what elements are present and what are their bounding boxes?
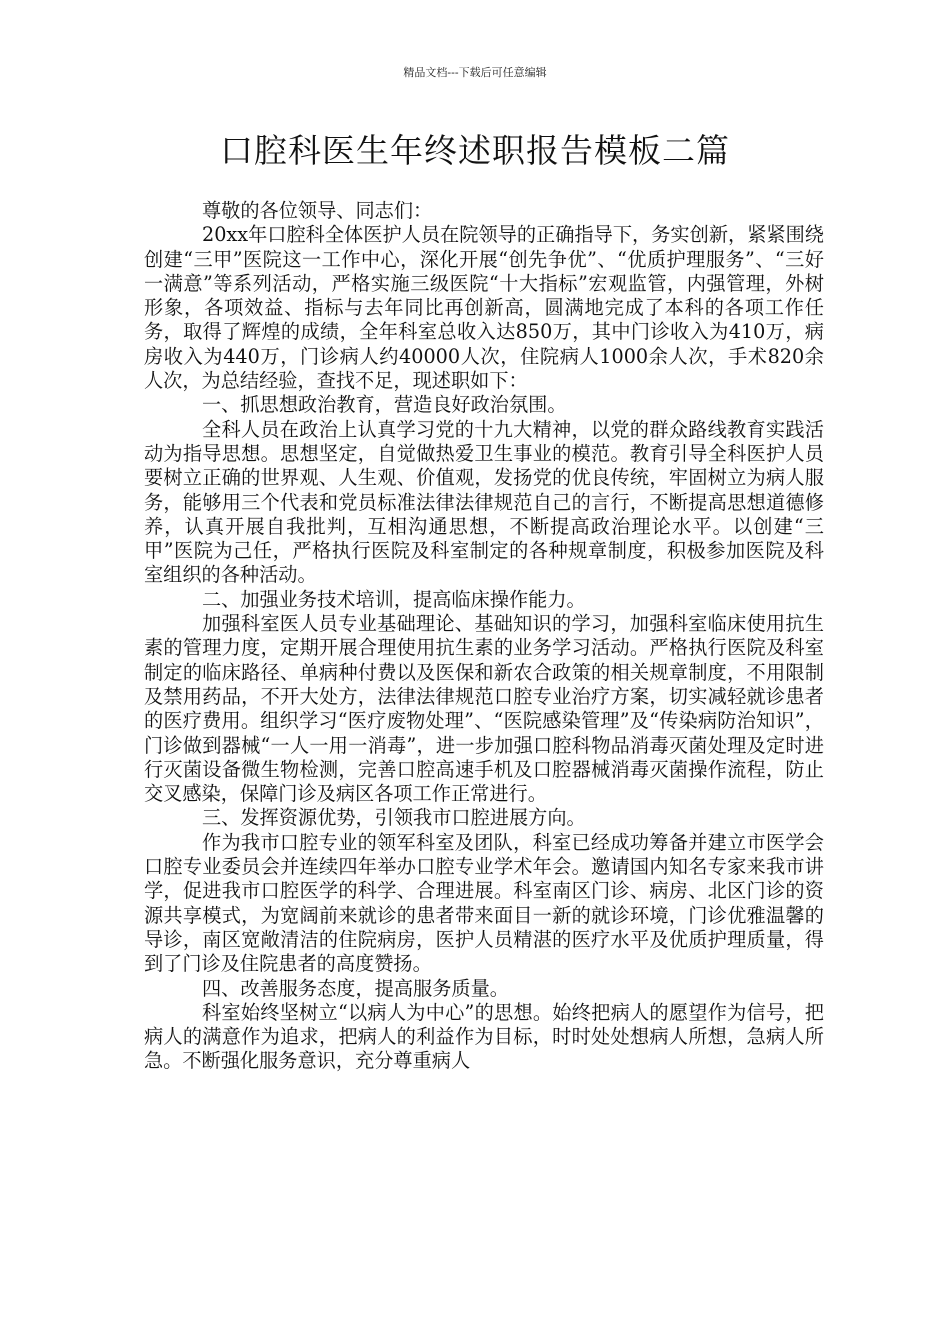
section-heading-2: 二、加强业务技术培训，提高临床操作能力。: [202, 587, 586, 611]
section-body-2: 加强科室医人员专业基础理论、基础知识的学习，加强科室临床使用抗生素的管理力度，定期开展合理使用抗生素的业务学习活动。严格执行医院及科室制定的临床路径、单病种付费以及医保和新农合政策的相关规章制度，不用限制及禁用药品，不开大处方，法律法律规范口腔专业治疗方案，切实减轻就诊患者的医疗费用。组织学习“医疗废物处理”、“医院感染管理”及“传染病防治知识”，门诊做到器械“一人一用一消毒”，进一步加强口腔科物品消毒灭菌处理及定时进行灭菌设备微生物检测，完善口腔高速手机及口腔器械消毒灭菌操作流程，防止交叉感染，保障门诊及病区各项工作正常进行。: [144, 612, 824, 806]
document-body: [144, 199, 824, 1074]
section-body-4: 科室始终坚树立“以病人为中心”的思想。始终把病人的愿望作为信号，把病人的满意作为追求，把病人的利益作为目标，时时处处想病人所想，急病人所急。不断强化服务意识，充分尊重病人: [144, 1000, 824, 1073]
salutation-paragraph: 尊敬的各位领导、同志们：: [202, 199, 433, 222]
intro-paragraph: 20xx年口腔科全体医护人员在院领导的正确指导下，务实创新，紧紧围绕创建“三甲”医院这一工作中心，深化开展“创先争优”、“优质护理服务”、“三好一满意”等系列活动，严格实施三级医院“十大指标”宏观监管，内强管理，外树形象，各项效益、指标与去年同比再创新高，圆满地完成了本科的各项工作任务，取得了辉煌的成绩，全年科室总收入达850万，其中门诊收入为410万，病房收入为440万，门诊病人约40000人次，住院病人1000余人次，手术820余人次，为总结经验，查找不足，现述职如下：: [144, 223, 824, 393]
header-note: 精品文档---下载后可任意编辑: [403, 66, 547, 79]
section-body-3: 作为我市口腔专业的领军科室及团队，科室已经成功筹备并建立市医学会口腔专业委员会并连续四年举办口腔专业学术年会。邀请国内知名专家来我市讲学，促进我市口腔医学的科学、合理进展。科室南区门诊、病房、北区门诊的资源共享模式，为宽阔前来就诊的患者带来面目一新的就诊环境，门诊优雅温馨的导诊，南区宽敞清洁的住院病房，医护人员精湛的医疗水平及优质护理质量，得到了门诊及住院患者的高度赞扬。: [144, 830, 824, 976]
section-heading-4: 四、改善服务态度，提高服务质量。: [202, 976, 509, 1000]
section-heading-1: 一、抓思想政治教育，营造良好政治氛围。: [202, 393, 567, 417]
section-heading-3: 三、发挥资源优势，引领我市口腔进展方向。: [202, 806, 586, 830]
section-body-1: 全科人员在政治上认真学习党的十九大精神，以党的群众路线教育实践活动为指导思想。思想坚定，自觉做热爱卫生事业的模范。教育引导全科医护人员要树立正确的世界观、人生观、价值观，发扬党的优良传统，牢固树立为病人服务，能够用三个代表和党员标准法律法律规范自己的言行，不断提高思想道德修养，认真开展自我批判，互相沟通思想，不断提高政治理论水平。以创建“三甲”医院为己任，严格执行医院及科室制定的各种规章制度，积极参加医院及科室组织的各种活动。: [144, 417, 824, 587]
document-title: 口腔科医生年终述职报告模板二篇: [220, 131, 730, 170]
